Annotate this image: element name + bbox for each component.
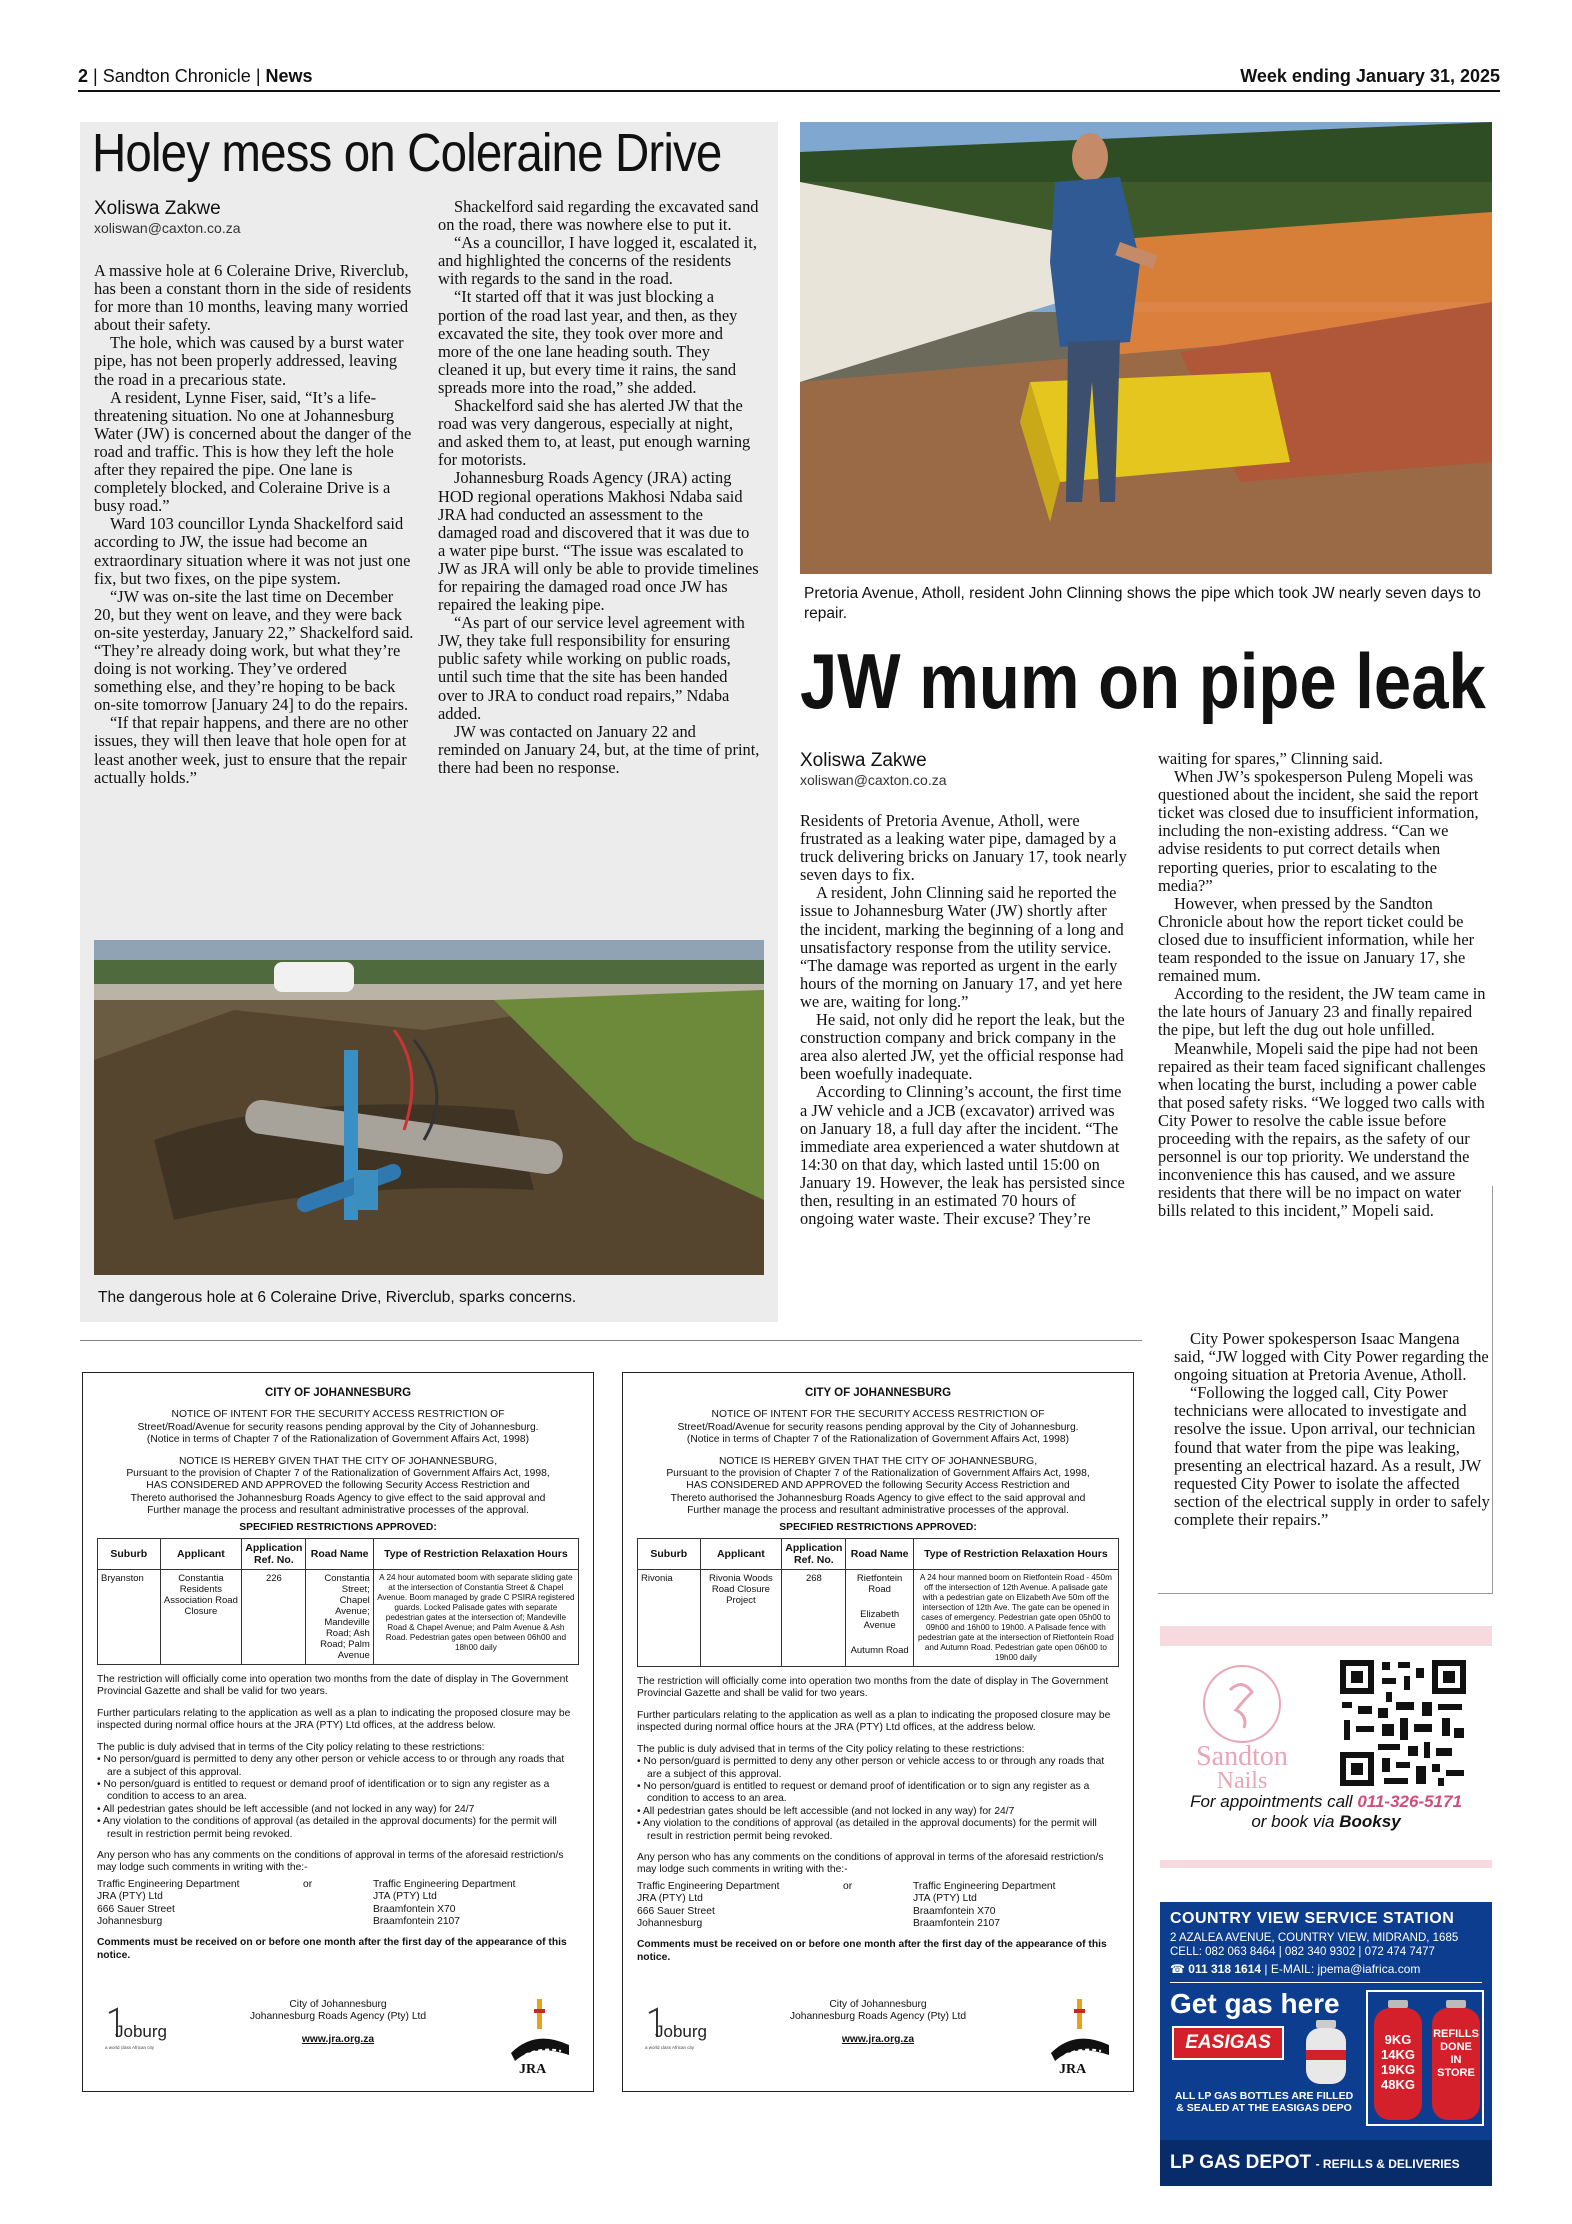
nails-ad[interactable] [1160,1646,1492,1860]
publication-name: Sandton Chronicle [102,66,251,86]
hole-photo-illustration [94,940,764,1275]
notice2-p1: The restriction will officially come into operation two months from the date of display in The Government Provincial Gazette and shall be valid for two years. [637,1676,1109,1700]
header-rule [78,90,1500,92]
notice2-given3: HAS CONSIDERED AND APPROVED the following Security Access Restriction and [686,1480,1070,1492]
article2-email: xoliswan@caxton.co.za [800,772,947,788]
notice1-p5: Comments must be received on or before one month after the first day of the appearance of this notice. [97,1937,567,1961]
easigas-logo: EASIGAS [1172,2026,1284,2060]
addr-line: Traffic Engineering Department [97,1878,240,1890]
notice2-p4: Any person who has any comments on the conditions of approval in terms of the aforesaid restriction/s may lodge such comments in writing with the:- [637,1851,1104,1876]
th-applicant: Applicant [160,1539,242,1570]
notice2-given1: NOTICE IS HEREBY GIVEN THAT THE CITY OF JOHANNESBURG, [718,1455,1038,1467]
article2-column2 [1158,750,1492,1220]
notice1-intent2: Street/Road/Avenue for security reasons pending approval by the City of Johannesburg. [137,1421,539,1433]
list-item: • Any violation to the conditions of approval (as detailed in the approval documents) for the permit will result in restriction permit being revoked. [637,1818,1097,1842]
gas-depot [1170,2152,1486,2174]
article1-photo [94,940,764,1275]
jra-wordmark: JRA [519,2062,547,2075]
notice1-intent1: NOTICE OF INTENT FOR THE SECURITY ACCESS RESTRICTION OF [171,1409,505,1421]
notice1-addresses [97,1879,579,1929]
th-applicant: Applicant [700,1539,782,1570]
addr-line: Traffic Engineering Department [373,1878,516,1890]
footer-url[interactable]: www.jra.org.za [841,2033,915,2045]
th-road: Road Name [306,1539,373,1570]
joburg-logo-icon [643,2007,727,2051]
addr-line: Johannesburg [637,1917,703,1929]
notice2-p3: The public is duly advised that in terms of the City policy relating to these restrictions: [637,1743,1025,1755]
jra-wordmark: JRA [1059,2062,1087,2075]
table-row [638,1570,1119,1667]
size-48kg: 48KG [1381,2077,1415,2092]
article2-c2-p3: However, when pressed by the Sandton Chronicle about how the report ticket could be closed due to insufficient information, while her team responded to the issue on January 17, she remained mum. [1158,893,1475,986]
gas-depot-sub: - REFILLS & DELIVERIES [1315,2157,1460,2171]
page-number: 2 [78,66,89,86]
notice2-intent2: Street/Road/Avenue for security reasons pending approval by the City of Johannesburg. [677,1421,1079,1433]
article1-c2-p1: Shackelford said regarding the excavated sand on the road, there was nowhere else to put it. [438,197,759,235]
notice-rivonia [622,1372,1134,2092]
notice2-given4: Thereto authorised the Johannesburg Roads Agency to give effect to the said approval and [670,1492,1086,1504]
list-item: • No person/guard is entitled to request or demand proof of identification or to sign any register as a condition to access to an area. [637,1780,1090,1805]
nails-brand-1: Sandton [1196,1741,1288,1772]
footer-jra: Johannesburg Roads Agency (Pty) Ltd [249,2011,427,2023]
article1-c1-p4: Ward 103 councillor Lynda Shackelford said according to JW, the issue had become an extraordinary situation where it was not just one fix, but two fixes, on the pipe system. [94,514,411,588]
notice-bryanston [82,1372,594,2092]
gas-sizes [1372,2032,1424,2092]
size-9kg: 9KG [1384,2032,1412,2047]
th-type: Type of Restriction Relaxation Hours [913,1539,1118,1570]
notice1-p4: Any person who has any comments on the conditions of approval in terms of the aforesaid restriction/s may lodge such comments in writing with the:- [97,1849,564,1874]
th-type: Type of Restriction Relaxation Hours [373,1539,578,1570]
addr-line: 666 Sauer Street [97,1903,175,1915]
article2-c2-p2: When JW’s spokesperson Puleng Mopeli was questioned about the incident, she said the report ticket was closed due to insufficient information, including the non-existing address. “Can we advise residents to put correct details when reporting queries, prior to escalating to the media?” [1158,767,1479,895]
jra-logo-icon [505,1995,575,2075]
article2-c2-p5: Meanwhile, Mopeli said the pipe had not been repaired as their team faced significant challenges when locating the burst, including a power cable that posed safety risks. “We logged two calls with City Power to resolve the cable issue before proceeding with the repairs, as the safety of our personnel is our top priority. We understand the inconvenience this has caused, and we assure residents that there will be no impact on water bills related to this incident,” Mopeli said. [1158,1038,1486,1221]
notice2-table-header [638,1539,1119,1570]
article2-author: Xoliswa Zakwe [800,750,927,771]
notice1-footer [97,1995,579,2081]
notice2-table [637,1538,1119,1667]
address-jra [97,1879,303,1929]
joburg-tagline: a world class African city [645,2045,695,2050]
nails-ad-top-band [1160,1626,1492,1646]
cell-road [846,1570,913,1667]
list-item: • Any violation to the conditions of approval (as detailed in the approval documents) for the permit will result in restriction permit being revoked. [97,1816,557,1840]
article2-c2-p4: According to the resident, the JW team came in the late hours of January 23 and finally repaired the pipe, but left the dug out hole unfilled. [1158,984,1486,1040]
nails-contact [1160,1792,1492,1832]
addr-line: JRA (PTY) Ltd [637,1893,703,1905]
addr-line: JRA (PTY) Ltd [97,1891,163,1903]
list-item: • No person/guard is permitted to deny any other person or vehicle access to or through any roads that are a subject of this approval. [97,1754,565,1778]
article2-photo [800,122,1492,574]
th-road: Road Name [846,1539,913,1570]
article1-c2-p5: Johannesburg Roads Agency (JRA) acting HOD regional operations Makhosi Ndaba said JRA had conducted an assessment to the damaged road and discovered that it was due to a water pipe burst. “The issue was escalated to JW as JRA will only be able to provide timelines for repairing the damaged road once JW has repaired the leaking pipe. [438,468,759,615]
notice1-given4: Thereto authorised the Johannesburg Roads Agency to give effect to the said approval and [130,1492,546,1504]
article2-c1-p3: He said, not only did he report the leak, but the construction company and brick company in the area also alerted JW, yet the official response had been woefully inadequate. [800,1010,1125,1084]
article2-column1 [800,812,1130,1228]
article1-c2-p3: “It started off that it was just blocking a portion of the road last year, and then, as they excavated the site, they took over more and more of the one lane heading south. They cleaned it up, but every time it rains, the sand spreads more into the road,” she added. [438,287,738,397]
notice2-p2: Further particulars relating to the application as well as a plan to indicating the proposed closure may be inspected during normal office hours at the JRA (PTY) Ltd offices, at the address below. [637,1709,1111,1734]
joburg-logo [643,2007,727,2051]
notice1-p2: Further particulars relating to the application as well as a plan to indicating the proposed closure may be inspected during normal office hours at the JRA (PTY) Ltd offices, at the address below. [97,1707,571,1732]
notice2-given2: Pursuant to the provision of Chapter 7 of the Rationalization of Government Affairs Act, 1998, [666,1468,1090,1480]
article1-c1-p5: “JW was on-site the last time on December 20, but they went on leave, and they were back on-site yesterday, January 22,” Shackelford said. “They’re already doing work, but what they’re doing is not working. They’ve ordered something else, and they’re hoping to be back on-site tomorrow [January 24] to do the repairs. [94,586,414,715]
notice2-p5: Comments must be received on or before one month after the first day of the appearance of this notice. [637,1939,1107,1963]
gas-cylinder-icon [1298,2018,1354,2086]
address-jra [637,1881,843,1931]
notice2-intent3: (Notice in terms of Chapter 7 of the Rationalization of Government Affairs Act, 1998) [686,1434,1070,1446]
notice1-approved: SPECIFIED RESTRICTIONS APPROVED: [239,1521,437,1533]
section-rule [80,1340,1142,1341]
article1-email: xoliswan@caxton.co.za [94,220,241,236]
article2-c1-p2: A resident, John Clinning said he reported the issue to Johannesburg Water (JW) shortly after the incident, marking the beginning of a long and unsatisfactory response from the utility service. “The damage was reported as urgent in the early hours of the morning on January 17, and yet here we are, waiting for long.” [800,883,1124,1011]
gas-ad[interactable] [1160,1902,1492,2186]
size-14kg: 14KG [1381,2047,1415,2062]
size-19kg: 19KG [1381,2062,1415,2077]
notice1-given2: Pursuant to the provision of Chapter 7 of the Rationalization of Government Affairs Act, 1998, [126,1468,550,1480]
cell-ref: 226 [242,1570,306,1665]
footer-url[interactable]: www.jra.org.za [301,2033,375,2045]
article2-column2b [1174,1330,1492,1529]
cell-suburb: Rivonia [638,1570,701,1667]
nails-booksy[interactable]: Booksy [1339,1812,1401,1831]
cell-applicant: Constantia Residents Association Road Closure [160,1570,242,1665]
notice1-table-header [98,1539,579,1570]
gas-email[interactable]: | E-MAIL: jpema@iafrica.com [1264,1962,1421,1976]
notice1-table [97,1538,579,1665]
article1-photo-caption: The dangerous hole at 6 Coleraine Drive, Riverclub, sparks concerns. [98,1289,577,1306]
addr-line: Traffic Engineering Department [637,1880,780,1892]
jra-logo [1045,1995,1115,2075]
nails-phone[interactable]: 011-326-5171 [1357,1792,1462,1811]
jra-logo-icon [1045,1995,1115,2075]
notice2-intent1: NOTICE OF INTENT FOR THE SECURITY ACCESS RESTRICTION OF [711,1409,1045,1421]
article1-column2 [438,198,760,777]
addr-line: Braamfontein 2107 [373,1915,461,1927]
footer-jra: Johannesburg Roads Agency (Pty) Ltd [789,2011,967,2023]
nails-ad-bottom-band [1160,1860,1492,1868]
notice2-addresses [637,1881,1119,1931]
gas-station-name: COUNTRY VIEW SERVICE STATION [1170,1910,1455,1927]
article1-c2-p2: “As a councillor, I have logged it, escalated it, and highlighted the concerns of the residents with regards to the sand in the road. [438,233,757,289]
addr-or: or [843,1880,853,1892]
address-braamfontein [373,1879,579,1929]
addr-line: Braamfontein 2107 [913,1917,1001,1929]
list-item: • All pedestrian gates should be left accessible (and not locked in any way) for 24/7 [637,1805,1015,1817]
notice2-given5: Further manage the process and resultant administrative processes of the approval. [687,1505,1069,1517]
notice1-p3: The public is duly advised that in terms of the City policy relating to these restrictions: [97,1741,485,1753]
addr-line: Johannesburg [97,1915,163,1927]
nails-brand-2: Nails [1216,1768,1268,1790]
article2-byline [800,750,947,788]
gas-phone-row [1170,1962,1486,1976]
joburg-tagline: a world class African city [105,2045,155,2050]
addr-line: Traffic Engineering Department [913,1880,1056,1892]
list-item: • No person/guard is entitled to request or demand proof of identification or to sign any register as a condition to access to an area. [97,1778,550,1803]
road-line: Autumn Road [850,1645,909,1657]
joburg-wordmark: Joburg [655,2022,707,2041]
th-ref: Application Ref. No. [242,1539,306,1570]
gas-get-gas: Get gas here [1170,1988,1340,2019]
list-item: • No person/guard is permitted to deny any other person or vehicle access to or through any roads that are a subject of this approval. [637,1756,1105,1780]
notice1-given5: Further manage the process and resultant administrative processes of the approval. [147,1505,529,1517]
notice1-given1: NOTICE IS HEREBY GIVEN THAT THE CITY OF JOHANNESBURG, [178,1455,498,1467]
article1-c1-p2: The hole, which was caused by a burst water pipe, has not been properly addressed, leaving the road in a precarious state. [94,333,404,389]
notice2-list [637,1756,1119,1843]
article1-column1 [94,262,414,787]
article1-c2-p6: “As part of our service level agreement with JW, they take full responsibility for ensuring public safety while working on public roads, until such time that the site has been handed over to JRA to conduct road repairs,” Ndaba added. [438,613,745,723]
article2-c2b-p1: City Power spokesperson Isaac Mangena said, “JW logged with City Power regarding the ongoing situation at Pretoria Avenue, Atholl. [1174,1329,1489,1385]
gas-sealed-note: ALL LP GAS BOTTLES ARE FILLED & SEALED AT THE EASIGAS DEPO [1174,2090,1354,2114]
notice2-org: CITY OF JOHANNESBURG [804,1387,952,1399]
joburg-wordmark: Joburg [115,2022,167,2041]
gas-depot-title: LP GAS DEPOT [1170,2152,1312,2173]
notice1-list [97,1754,579,1841]
article2-c1-p1: Residents of Pretoria Avenue, Atholl, were frustrated as a leaking water pipe, damaged by a truck delivering bricks on January 17, took nearly seven days to fix. [800,811,1127,885]
article1-author: Xoliswa Zakwe [94,198,221,219]
article1-headline: Holey mess on Coleraine Drive [92,123,722,183]
cell-road: Constantia Street; Chapel Avenue; Mandeville Road; Ash Road; Palm Avenue [306,1570,373,1665]
article1-byline [94,198,241,236]
article1-c1-p1: A massive hole at 6 Coleraine Drive, Riverclub, has been a constant thorn in the side of residents for more than 10 months, leaving many worried about their safety. [94,261,412,335]
footer-city: City of Johannesburg [289,1999,387,2010]
address-braamfontein [913,1881,1119,1931]
notice1-given3: HAS CONSIDERED AND APPROVED the following Security Access Restriction and [146,1480,530,1492]
jra-logo [505,1995,575,2075]
qr-code-icon[interactable] [1338,1658,1468,1788]
th-suburb: Suburb [638,1539,701,1570]
joburg-logo [103,2007,187,2051]
phone-icon: ☎ [1170,1962,1185,1976]
road-line: Rietfontein Road [856,1573,903,1596]
article2-c2-p1: waiting for spares,” Clinning said. [1158,749,1383,768]
gas-phone[interactable]: 011 318 1614 [1188,1962,1262,1976]
addr-line: Braamfontein X70 [373,1903,456,1915]
nails-line1: For appointments call [1190,1792,1358,1811]
gas-divider [1170,1982,1482,1983]
th-suburb: Suburb [98,1539,161,1570]
article2-c2b-p2: “Following the logged call, City Power technicians were allocated to investigate and resolve the issue. Upon arrival, our technician found that water from the pipe was leaking, presenting an electrical hazard. As a result, JW requested City Power to isolate the affected section of the electrical supply in order to safely complete their repairs.” [1174,1383,1490,1529]
notice2-approved: SPECIFIED RESTRICTIONS APPROVED: [779,1521,977,1533]
addr-line: Braamfontein X70 [913,1905,996,1917]
article1-c1-p3: A resident, Lynne Fiser, said, “It’s a life-threatening situation. No one at Johannesburg Water (JW) is concerned about the danger of the road and traffic. This is how they left the hole after they repaired the pipe. One lane is completely blocked, and Coleraine Drive is a busy road.” [94,387,412,516]
notice1-org: CITY OF JOHANNESBURG [264,1387,412,1399]
list-item: • All pedestrian gates should be left accessible (and not locked in any way) for 24/7 [97,1803,475,1815]
th-ref: Application Ref. No. [782,1539,846,1570]
gas-refills: REFILLS DONE IN STORE [1433,2028,1479,2079]
article2-headline: JW mum on pipe leak [800,637,1486,725]
addr-line: JTA (PTY) Ltd [373,1891,437,1903]
footer-city: City of Johannesburg [829,1999,927,2010]
gas-cell: CELL: 082 063 8464 | 082 340 9302 | 072 474 7477 [1170,1946,1435,1958]
notice1-intent3: (Notice in terms of Chapter 7 of the Rationalization of Government Affairs Act, 1998) [146,1434,530,1446]
article2-c1-p4: According to Clinning’s account, the first time a JW vehicle and a JCB (excavator) arrived was on January 18, a full day after the incident. “The immediate area experienced a water shutdown at 14:30 on that day, which lasted until 15:00 on January 19. However, the leak has persisted since then, resulting in an estimated 70 hours of ongoing water waste. Their excuse? They’re [800,1082,1125,1229]
cell-ref: 268 [782,1570,846,1667]
resident-photo-illustration [800,122,1492,574]
addr-line: JTA (PTY) Ltd [913,1893,977,1905]
nails-logo [1182,1660,1302,1790]
gas-address: 2 AZALEA AVENUE, COUNTRY VIEW, MIDRAND, 1685 [1170,1932,1459,1944]
article1-c2-p7: JW was contacted on January 22 and reminded on January 24, but, at the time of print, there had been no response. [438,721,760,777]
notice2-footer [637,1995,1119,2081]
cell-type: A 24 hour automated boom with separate sliding gate at the intersection of Constantia Street & Chapel Avenue. Boom managed by grade C PSIRA registered guards. Locked Palisade gates with separate pedestrian gates at the intersection of; Mandeville Road & Chapel Avenue; and Palm Avenue & Ash Road. Pedestrian gates open between 06h00 and 18h00 daily [373,1570,578,1665]
cell-applicant: Rivonia Woods Road Closure Project [700,1570,782,1667]
table-row [98,1570,579,1665]
gas-panel [1366,1990,1484,2126]
article1-c2-p4: Shackelford said she has alerted JW that the road was very dangerous, especially at night, and asked them to, at least, put enough warning for motorists. [438,396,751,470]
addr-line: 666 Sauer Street [637,1905,715,1917]
cell-suburb: Bryanston [98,1570,161,1665]
road-line: Elizabeth Avenue [860,1609,900,1632]
section-name: News [265,66,313,86]
addr-or: or [303,1878,313,1890]
joburg-logo-icon [103,2007,187,2051]
article1-c1-p6: “If that repair happens, and there are no other issues, they will then leave that hole open for at least another week, just to ensure that the repair actually holds.” [94,713,409,787]
edition-date: Week ending January 31, 2025 [1240,66,1500,86]
article2-photo-caption: Pretoria Avenue, Atholl, resident John Clinning shows the pipe which took JW nearly seven days to repair. [804,585,1481,622]
cell-type: A 24 hour manned boom on Rietfontein Road - 450m off the intersection of 12th Avenue. A palisade gate with a pedestrian gate on Elizabeth Ave 50m off the intersection of 12th Ave. The gate can be opened in cases of emergency. Pedestrian gate open 05h00 to 09h00 and 16h00 to 19h00. A Palisade fence with pedestrian gate at the intersection of Rietfontein Road and Autumn Road. Pedestrian gate open 06h00 to 19h00 daily [913,1570,1118,1667]
page-header-left: 2 | Sandton Chronicle | News [78,66,313,86]
nails-line2: or book via [1251,1812,1340,1831]
notice1-p1: The restriction will officially come into operation two months from the date of display in The Government Provincial Gazette and shall be valid for two years. [97,1674,569,1698]
